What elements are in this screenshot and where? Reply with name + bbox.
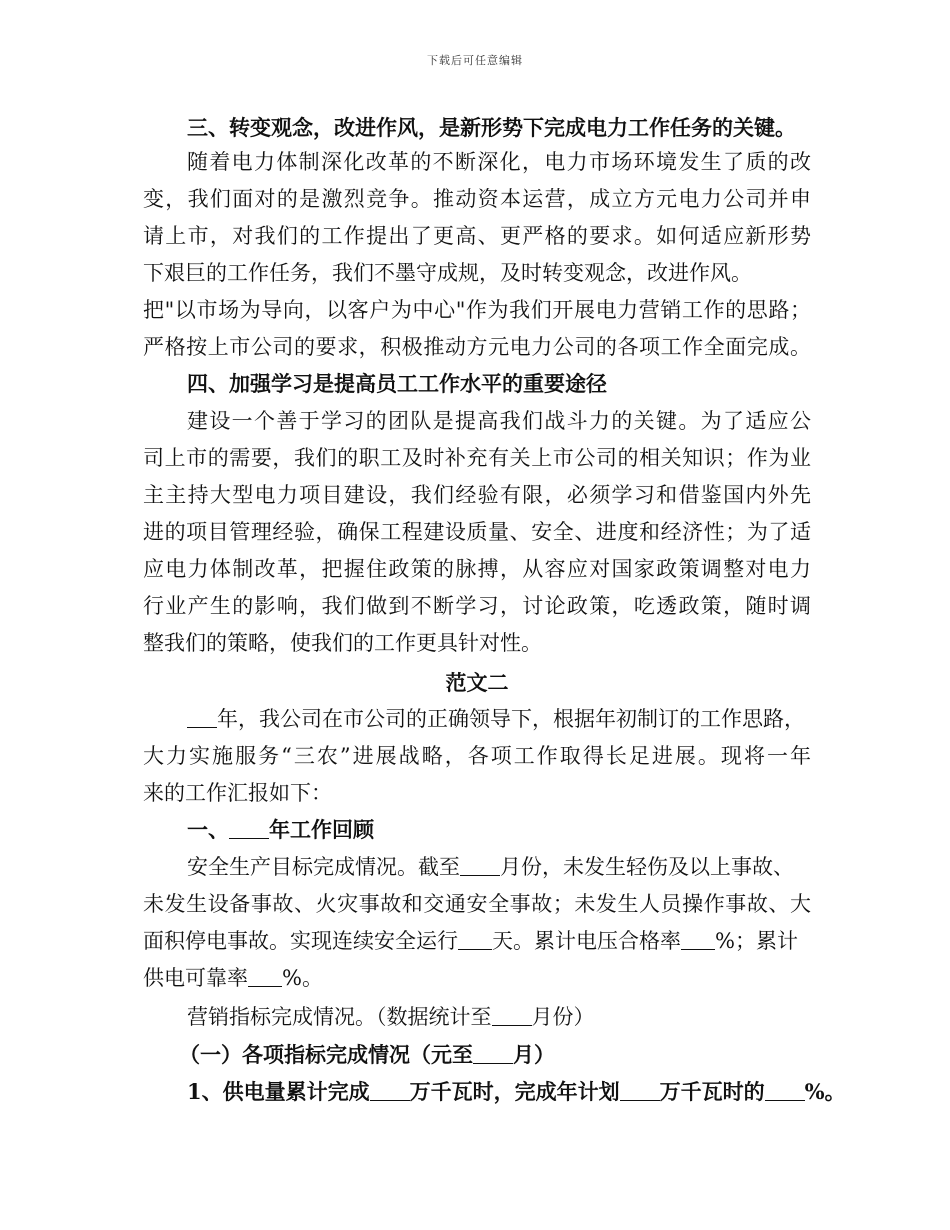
blank-field bbox=[460, 857, 500, 876]
text: %。 bbox=[282, 966, 323, 990]
paragraph-line bbox=[187, 1002, 595, 1032]
intro-text: 年，我公司在市公司的正确领导下，根据年初制订的工作思路， bbox=[217, 707, 805, 731]
paragraph-line: 应电力体制改革，把握住政策的脉搏，从容应对国家政策调整对电力 bbox=[143, 557, 811, 581]
paragraph-line bbox=[143, 963, 323, 993]
section-heading bbox=[187, 815, 374, 845]
text: 天。累计电压合格率 bbox=[492, 929, 681, 953]
paragraph-line: 随着电力体制深化改革的不断深化，电力市场环境发生了质的改 bbox=[187, 150, 811, 174]
paragraph-line: 大力实施服务“三农”进展战略，各项工作取得长足进展。现将一年 bbox=[143, 744, 811, 768]
text: %；累计 bbox=[715, 929, 798, 953]
text: 面积停电事故。实现连续安全运行 bbox=[143, 929, 458, 953]
heading-prefix: 一、 bbox=[187, 817, 229, 842]
paragraph-line bbox=[187, 852, 794, 882]
subsection-heading bbox=[187, 1077, 846, 1107]
blank-field bbox=[473, 1045, 513, 1064]
text: 1、供电量累计完成 bbox=[187, 1079, 370, 1104]
text: 月） bbox=[513, 1042, 555, 1067]
paragraph-line bbox=[143, 926, 798, 956]
text: 月份，未发生轻伤及以上事故、 bbox=[500, 855, 794, 879]
blank-field bbox=[248, 968, 282, 987]
paragraph-line: 进的项目管理经验，确保工程建设质量、安全、进度和经济性；为了适 bbox=[143, 520, 811, 544]
text: （一）各项指标完成情况（元至 bbox=[179, 1042, 473, 1067]
paragraph-line: 司上市的需要，我们的职工及时补充有关上市公司的相关知识；作为业 bbox=[143, 446, 811, 470]
blank-field bbox=[229, 820, 269, 839]
blank-field bbox=[765, 1082, 805, 1101]
document-title: 范文二 bbox=[445, 670, 509, 695]
heading-suffix: 年工作回顾 bbox=[269, 817, 374, 842]
paragraph-line: 请上市，对我们的工作提出了更高、更严格的要求。如何适应新形势 bbox=[143, 224, 811, 248]
paragraph-line: 下艰巨的工作任务，我们不墨守成规，及时转变观念，改进作风。 bbox=[143, 261, 752, 285]
blank-field bbox=[681, 931, 715, 950]
subsection-heading bbox=[179, 1040, 555, 1070]
text: 供电可靠率 bbox=[143, 966, 248, 990]
paragraph-line: 建设一个善于学习的团队是提高我们战斗力的关键。为了适应公 bbox=[187, 409, 811, 433]
text: 月份） bbox=[531, 1005, 595, 1029]
text: 万千瓦时的 bbox=[659, 1079, 765, 1104]
section-heading: 三、转变观念，改进作风，是新形势下完成电力工作任务的关键。 bbox=[187, 115, 796, 140]
blank-field bbox=[458, 931, 492, 950]
paragraph-line: 把"以市场为导向，以客户为中心"作为我们开展电力营销工作的思路； bbox=[143, 298, 811, 322]
section-heading: 四、加强学习是提高员工工作水平的重要途径 bbox=[187, 371, 607, 396]
text: 安全生产目标完成情况。截至 bbox=[187, 855, 460, 879]
blank-field bbox=[620, 1082, 660, 1101]
paragraph-line: 主主持大型电力项目建设，我们经验有限，必须学习和借鉴国内外先 bbox=[143, 483, 811, 507]
paragraph-line: 变，我们面对的是激烈竞争。推动资本运营，成立方元电力公司并申 bbox=[143, 187, 811, 211]
blank-field bbox=[492, 1007, 532, 1026]
paragraph-line: 未发生设备事故、火灾事故和交通安全事故；未发生人员操作事故、大 bbox=[143, 892, 811, 916]
paragraph-line: 整我们的策略，使我们的工作更具针对性。 bbox=[143, 631, 542, 655]
blank-field bbox=[187, 709, 217, 728]
paragraph-line: 行业产生的影响，我们做到不断学习，讨论政策，吃透政策，随时调 bbox=[143, 594, 811, 618]
text: 营销指标完成情况。（数据统计至 bbox=[187, 1005, 492, 1029]
paragraph-line: 严格按上市公司的要求，积极推动方元电力公司的各项工作全面完成。 bbox=[143, 335, 811, 359]
paragraph-line: 来的工作汇报如下： bbox=[143, 781, 332, 805]
text: 万千瓦时，完成年计划 bbox=[409, 1079, 620, 1104]
blank-field bbox=[370, 1082, 410, 1101]
paragraph-line bbox=[187, 704, 805, 734]
page-header: 下载后可任意编辑 bbox=[427, 54, 523, 67]
text: %。 bbox=[804, 1079, 846, 1104]
